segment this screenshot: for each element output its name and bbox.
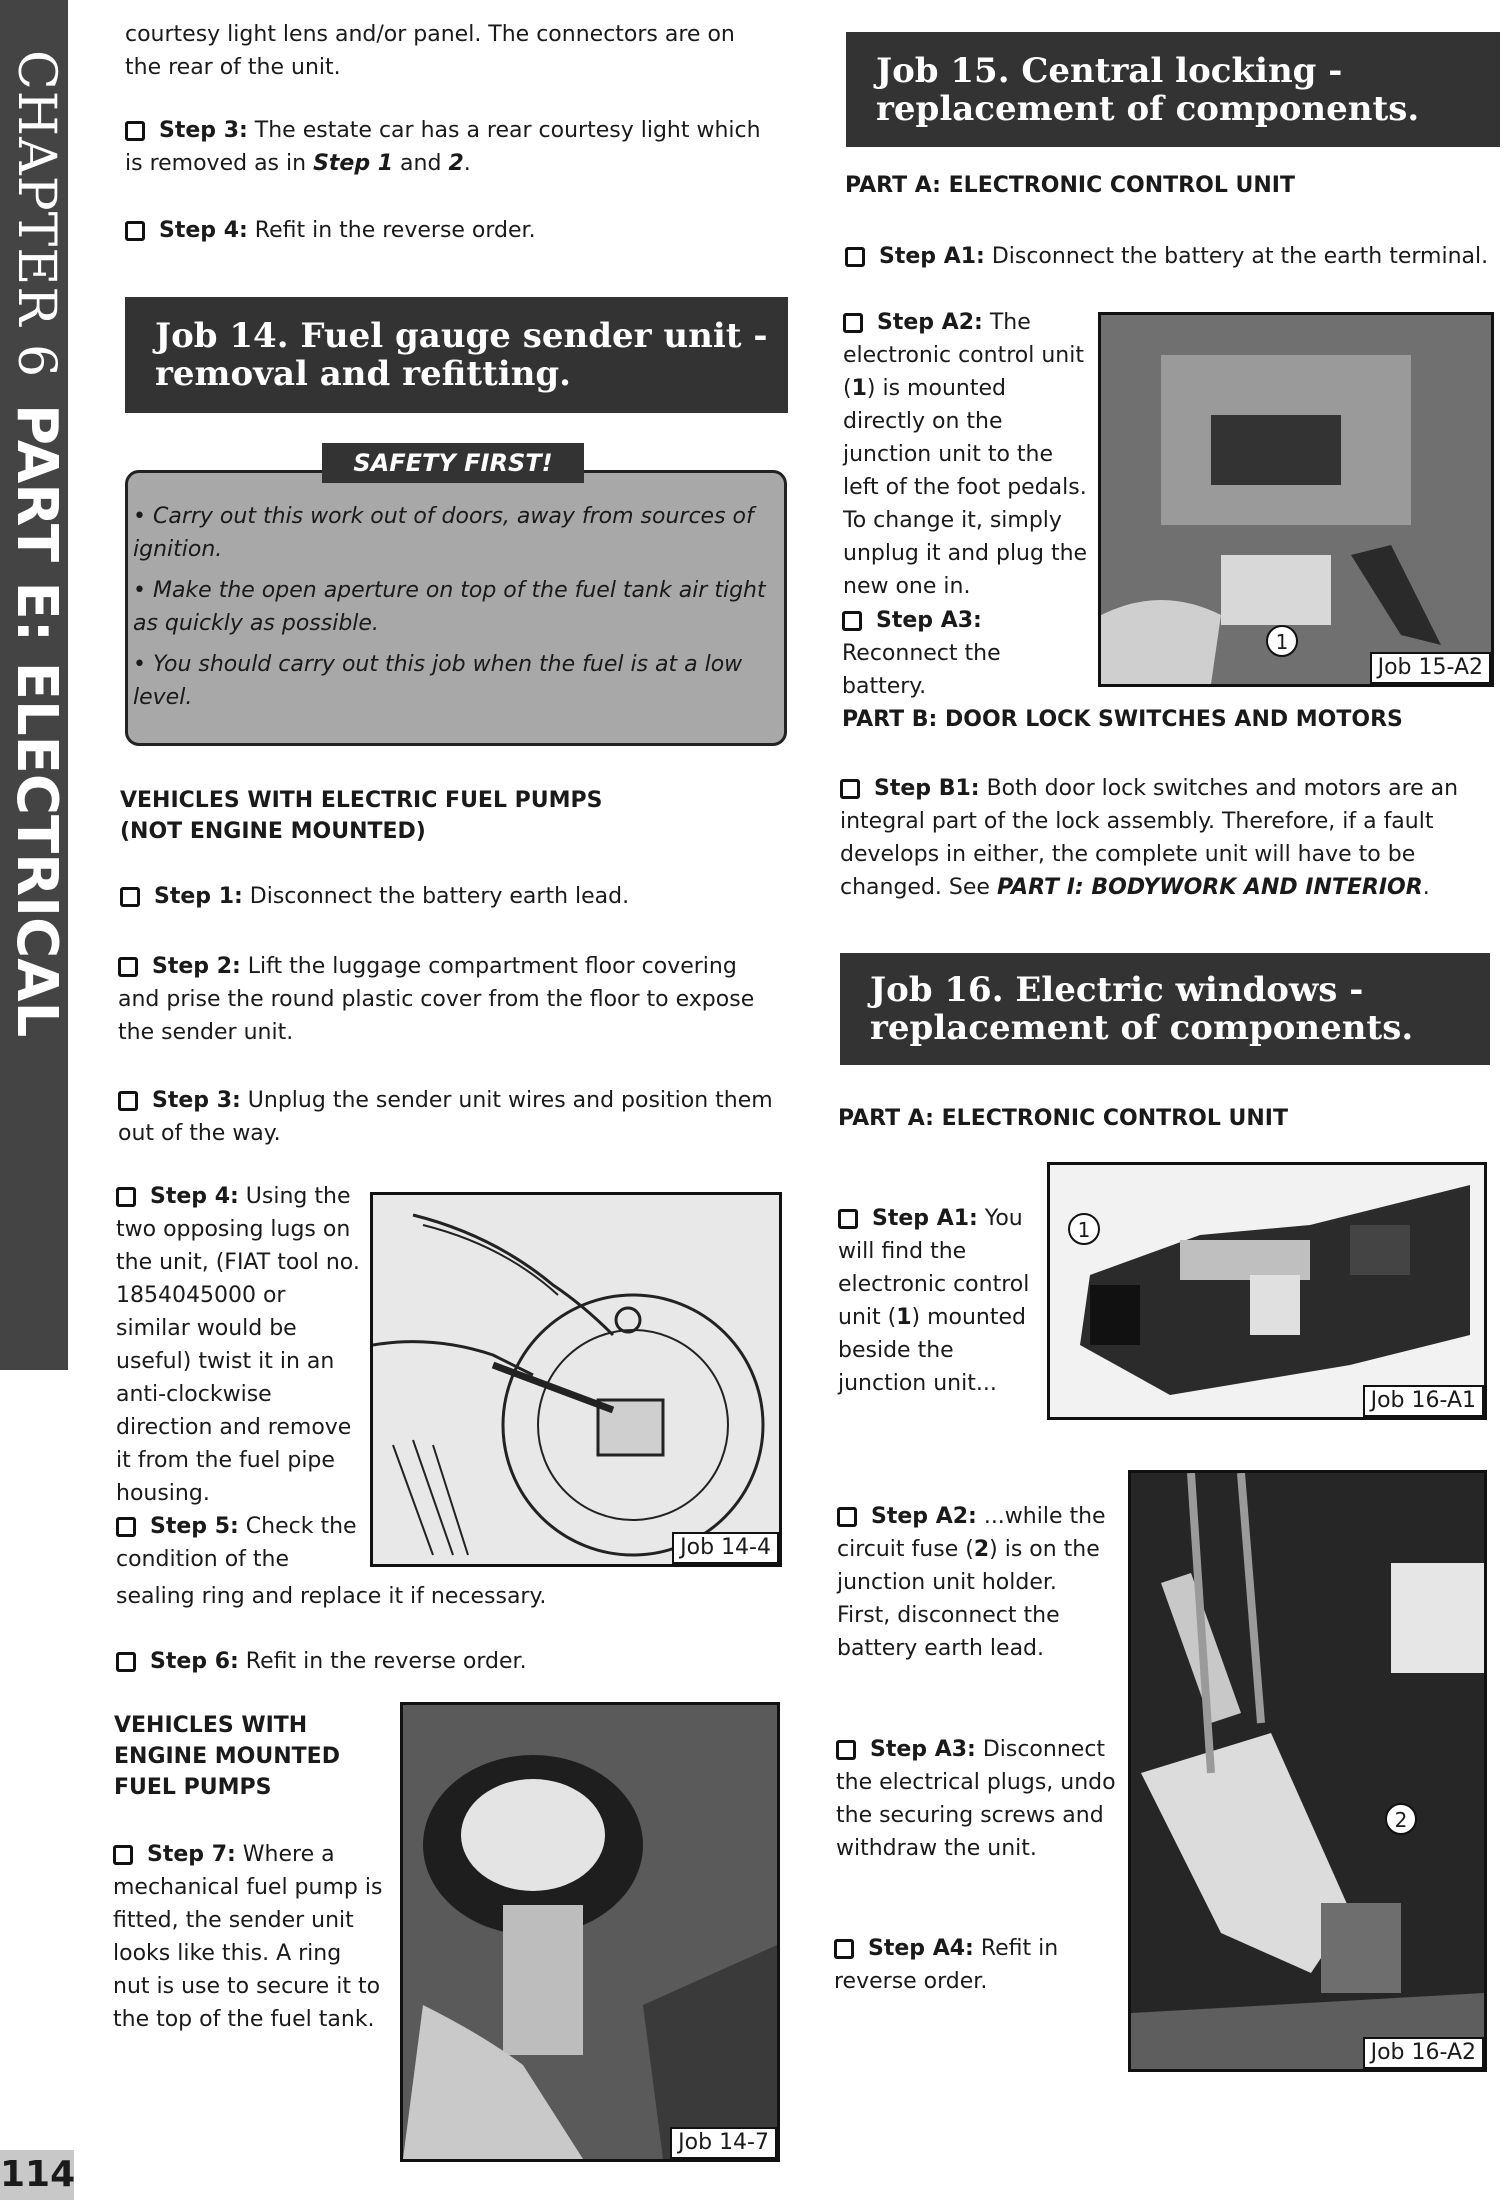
step-3-courtesy: Step 3: The estate car has a rear courtesy light which is removed as in Step 1 and 2. xyxy=(125,118,761,176)
step-4-fuel: Step 4: Using the two opposing lugs on the unit, (FIAT tool no. 1854045000 or similar would be useful) twist it in an anti-clockwise direction and remove it from the fuel pipe housing. xyxy=(116,1184,360,1506)
checkbox-icon xyxy=(120,887,140,907)
figure-job-14-4 xyxy=(370,1192,782,1567)
job15-part-a-heading: PART A: ELECTRONIC CONTROL UNIT xyxy=(845,173,1295,198)
safety-item: • Make the open aperture on top of the fuel tank air tight as quickly as possible. xyxy=(133,578,766,636)
safety-list xyxy=(133,500,778,722)
job-16-heading: Job 16. Electric windows - replacement of components. xyxy=(840,953,1490,1065)
figure-label: Job 14-7 xyxy=(670,2127,777,2159)
checkbox-icon xyxy=(116,1652,136,1672)
figure-job-14-7 xyxy=(400,1702,780,2162)
job15-step-a2: Step A2: The electronic control unit (1) is mounted directly on the junction unit to the left of the foot pedals. To change it, simply unplug it and plug the new one in. xyxy=(843,310,1088,599)
figure-label: Job 14-4 xyxy=(672,1532,779,1564)
callout-2: 2 xyxy=(1385,1803,1417,1835)
checkbox-icon xyxy=(116,1517,136,1537)
figure-job-15-a2 xyxy=(1098,312,1494,687)
checkbox-icon xyxy=(838,1209,858,1229)
vehicles-engine-heading: VEHICLES WITH ENGINE MOUNTED FUEL PUMPS xyxy=(114,1713,340,1800)
job-15-heading: Job 15. Central locking - replacement of components. xyxy=(846,32,1500,147)
job16-part-a-heading: PART A: ELECTRONIC CONTROL UNIT xyxy=(838,1106,1288,1131)
pedal-area-photo xyxy=(1101,315,1491,684)
checkbox-icon xyxy=(118,957,138,977)
step-1-fuel: Step 1: Disconnect the battery earth lead. xyxy=(120,880,780,913)
chapter-sidebar-text xyxy=(2,50,69,1038)
job15-step-a3: Step A3: Reconnect the battery. xyxy=(842,608,1001,699)
control-unit-photo xyxy=(1050,1165,1484,1417)
figure-label: Job 16-A2 xyxy=(1363,2037,1484,2069)
callout-1: 1 xyxy=(1266,625,1298,657)
checkbox-icon xyxy=(840,779,860,799)
checkbox-icon xyxy=(845,247,865,267)
intro-text: courtesy light lens and/or panel. The connectors are on the rear of the unit. xyxy=(125,22,735,80)
checkbox-icon xyxy=(125,221,145,241)
checkbox-icon xyxy=(843,313,863,333)
checkbox-icon xyxy=(116,1187,136,1207)
fuse-holder-photo xyxy=(1131,1473,1484,2069)
ring-nut-photo xyxy=(403,1705,777,2159)
chapter-title: CHAPTER 6 xyxy=(6,50,66,379)
step-4-courtesy: Step 4: Refit in the reverse order. xyxy=(125,214,775,247)
job-14-heading: Job 14. Fuel gauge sender unit - removal and refitting. xyxy=(125,297,788,413)
checkbox-icon xyxy=(837,1507,857,1527)
figure-label: Job 15-A2 xyxy=(1370,652,1491,684)
checkbox-icon xyxy=(113,1845,133,1865)
job15-step-a1: Step A1: Disconnect the battery at the earth terminal. xyxy=(845,240,1505,273)
figure-job-16-a2 xyxy=(1128,1470,1487,2072)
job16-step-a4: Step A4: Refit in reverse order. xyxy=(834,1936,1059,1994)
part-title: PART E: ELECTRICAL xyxy=(4,404,69,1038)
checkbox-icon xyxy=(118,1091,138,1111)
page-number: 114 xyxy=(0,2150,74,2200)
figure-job-16-a1 xyxy=(1047,1162,1487,1420)
step-5-fuel-cont: sealing ring and replace it if necessary. xyxy=(116,1584,547,1609)
figure-label: Job 16-A1 xyxy=(1363,1385,1484,1417)
job16-step-a1: Step A1: You will find the electronic control unit (1) mounted beside the junction unit... xyxy=(838,1206,1030,1396)
checkbox-icon xyxy=(125,121,145,141)
checkbox-icon xyxy=(834,1939,854,1959)
fuel-sender-illustration xyxy=(373,1195,779,1564)
safety-item: • You should carry out this job when the fuel is at a low level. xyxy=(133,652,743,710)
step-5-fuel: Step 5: Check the condition of the xyxy=(116,1514,357,1572)
checkbox-icon xyxy=(842,611,862,631)
step-7-fuel: Step 7: Where a mechanical fuel pump is fitted, the sender unit looks like this. A ring nut is use to secure it to the top of the fuel tank. xyxy=(113,1842,383,2032)
safety-item: • Carry out this work out of doors, away from sources of ignition. xyxy=(133,504,754,562)
step-2-fuel: Step 2: Lift the luggage compartment floor covering and prise the round plastic cover from the floor to expose the sender unit. xyxy=(118,954,755,1045)
job16-step-a2: Step A2: ...while the circuit fuse (2) is on the junction unit holder. First, disconnect the battery earth lead. xyxy=(837,1504,1106,1661)
job15-step-b1: Step B1: Both door lock switches and motors are an integral part of the lock assembly. Therefore, if a fault develops in either, the complete unit will have to be changed. See PART I: BODYWORK AND INTERIOR. xyxy=(840,776,1459,900)
job15-part-b-heading: PART B: DOOR LOCK SWITCHES AND MOTORS xyxy=(842,707,1403,732)
safety-title: SAFETY FIRST! xyxy=(322,443,584,483)
callout-1: 1 xyxy=(1068,1213,1100,1245)
step-6-fuel: Step 6: Refit in the reverse order. xyxy=(116,1645,676,1678)
job16-step-a3: Step A3: Disconnect the electrical plugs, undo the securing screws and withdraw the unit. xyxy=(836,1737,1116,1861)
checkbox-icon xyxy=(836,1740,856,1760)
step-3-fuel: Step 3: Unplug the sender unit wires and position them out of the way. xyxy=(118,1088,773,1146)
vehicles-electric-heading: VEHICLES WITH ELECTRIC FUEL PUMPS (NOT ENGINE MOUNTED) xyxy=(120,788,603,844)
